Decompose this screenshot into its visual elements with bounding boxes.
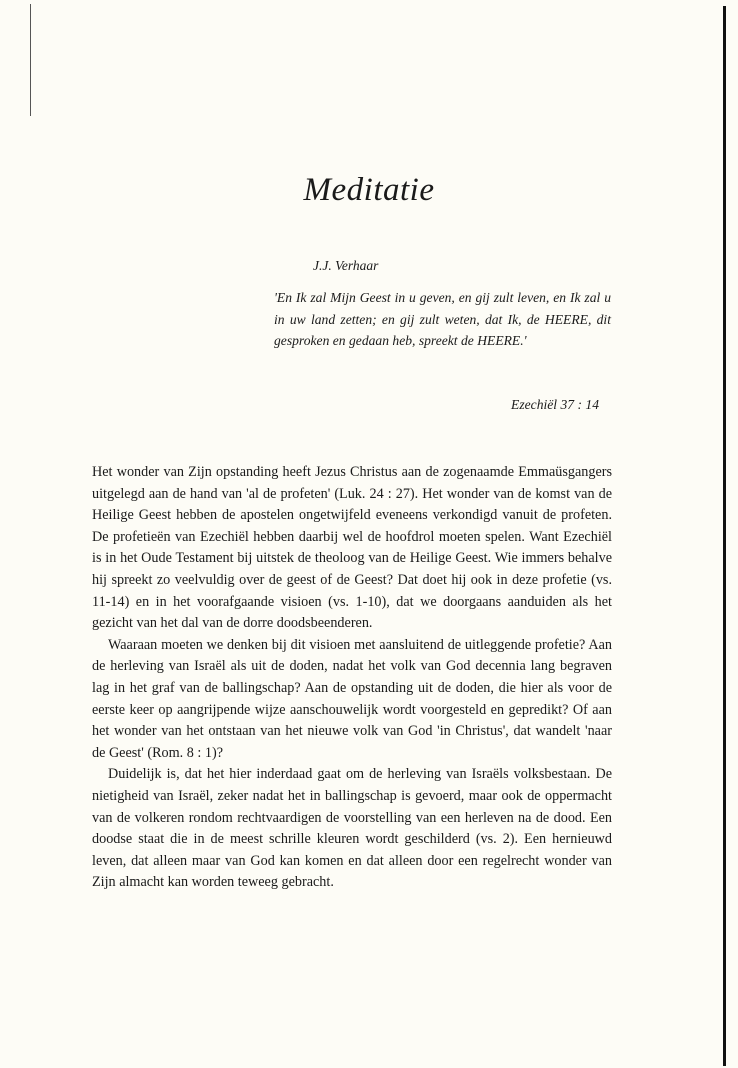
- epigraph-reference: Ezechiël 37 : 14: [511, 397, 599, 412]
- body-paragraph: Duidelijk is, dat het hier inderdaad gaat om de herleving van Israëls volksbestaan. De nietigheid van Israël, zeker nadat het in ballingschap is gevoerd, maar ook de oppermacht van de volkeren rondom rechtvaardigen de voorstelling van een herleven na de dood. Een doodse staat die in de meest schrille kleuren wordt geschilderd (vs. 2). Een hernieuwd leven, dat alleen maar van God kan komen en dat alleen door een regelrecht wonder van Zijn almacht kan worden teweeg gebracht.: [92, 766, 612, 891]
- body-paragraph: Waaraan moeten we denken bij dit visioen met aansluitend de uitleggende profetie? Aan de herleving van Israël als uit de doden, nadat het volk van God decennia lang begraven lag in het graf van de ballingschap? Aan de opstanding uit de doden, die hier als voor de eerste keer op aangrijpende wijze aanschouwelijk wordt voorgesteld en gepredikt? Of aan het wonder van het ontstaan van het nieuwe volk van God 'in Christus', dat wandelt 'naar de Geest' (Rom. 8 : 1)?: [92, 636, 612, 761]
- scan-edge-left: [30, 4, 31, 116]
- article-body: [92, 462, 612, 894]
- epigraph-quote: 'En Ik zal Mijn Geest in u geven, en gij zult leven, en Ik zal u in uw land zetten; en gij zult weten, dat Ik, de HEERE, dit gesproken en gedaan heb, spreekt de HEERE.': [274, 290, 611, 348]
- body-paragraph: Het wonder van Zijn opstanding heeft Jezus Christus aan de zogenaamde Emmaüsgangers uitgelegd aan de hand van 'al de profeten' (Luk. 24 : 27). Het wonder van de komst van de Heilige Geest hebben de apostelen ongetwijfeld eveneens verkondigd vanuit de profeten. De profetieën van Ezechiël hebben daarbij wel de hoofdrol moeten spelen. Want Ezechiël is in het Oude Testament bij uitstek de theoloog van de Heilige Geest. Wie immers behalve hij spreekt zo veelvuldig over de geest of de Geest? Dat doet hij ook in deze profetie (vs. 11-14) en in het voorafgaande visioen (vs. 1-10), dat we doorgaans aanduiden als het gezicht van het dal van de dorre doodsbeenderen.: [92, 464, 612, 632]
- scan-edge-right: [723, 6, 726, 1066]
- author-name: J.J. Verhaar: [313, 258, 379, 273]
- page-title: Meditatie: [303, 172, 435, 208]
